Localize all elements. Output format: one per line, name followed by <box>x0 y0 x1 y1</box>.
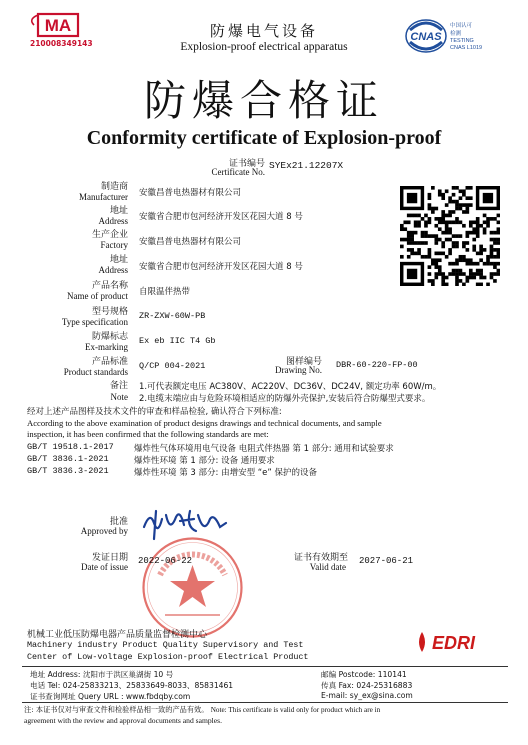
contact-fax: 传真 Fax: 024-25316883 <box>321 681 413 690</box>
drawing-label-en: Drawing No. <box>275 365 322 375</box>
svg-text:EDRI: EDRI <box>432 633 476 653</box>
svg-text:MA: MA <box>44 16 72 35</box>
approved-label-cn: 批准 <box>109 516 128 526</box>
signature <box>140 505 230 541</box>
statement-en-2: inspection, it has been confirmed that the following standards are met: <box>27 429 269 439</box>
standard-code-2: GB/T 3836.1-2021 <box>27 454 109 464</box>
manufacturer-value: 安徽昌普电热器材有限公司 <box>139 188 242 198</box>
product-label-cn: 产品名称 <box>91 280 128 290</box>
footer-note-line <box>24 705 380 715</box>
address1-label-cn: 地址 <box>109 205 128 215</box>
factory-label-cn: 生产企业 <box>91 229 128 239</box>
edri-logo <box>416 628 506 656</box>
manufacturer-label-cn: 制造商 <box>100 181 128 191</box>
standard-name-2: 爆炸性环境 第 1 部分: 设备 通用要求 <box>134 456 275 466</box>
address2-label-cn: 地址 <box>109 254 128 264</box>
footer-note-en-1: Note: This certificate is valid only for product which are in <box>210 706 381 714</box>
qr-code-icon <box>400 186 500 286</box>
statement-cn: 经对上述产品图样及技术文件的审查和样品检验, 确认符合下列标准: <box>27 407 282 417</box>
signature-icon <box>140 505 230 541</box>
header-title-cn: 防爆电气设备 <box>209 22 318 40</box>
issue-label-cn: 发证日期 <box>91 552 128 562</box>
drawing-label-cn: 图样编号 <box>285 356 322 366</box>
valid-label-en: Valid date <box>309 562 346 572</box>
edri-logo-icon <box>416 628 506 656</box>
contact-email[interactable]: E-mail: sy_ex@sina.com <box>321 691 413 700</box>
certificate-title-cn: 防爆合格证 <box>143 76 384 125</box>
exmark-value: Ex eb IIC T4 Gb <box>139 336 216 346</box>
svg-text:检测: 检测 <box>450 31 462 37</box>
standard-code-3: GB/T 3836.3-2021 <box>27 466 109 476</box>
product-label-en: Name of product <box>67 291 128 301</box>
type-value: ZR-ZXW-60W-PB <box>139 311 206 321</box>
manufacturer-label-en: Manufacturer <box>79 192 128 202</box>
issuer-name-en-1: Machinery industry Product Quality Supervisory and Test <box>27 640 304 650</box>
svg-text:CNAS L1019: CNAS L1019 <box>450 45 483 51</box>
approved-label-en: Approved by <box>80 526 128 536</box>
product-value: 自限温伴热带 <box>139 287 191 297</box>
factory-value: 安徽昌普电热器材有限公司 <box>139 237 242 247</box>
cnas-logo <box>404 18 504 56</box>
address2-label-en: Address <box>98 265 128 275</box>
valid-value: 2027-06-21 <box>359 556 414 566</box>
note-line-2: 2.电缆末端应由与危险环境相适应的防爆外壳保护,安装后符合防爆型式要求。 <box>139 394 431 404</box>
issue-label-en: Date of issue <box>81 562 128 572</box>
cma-number: 210008349143 <box>30 39 93 48</box>
contact-bottom-rule <box>22 702 508 703</box>
svg-text:中国认可: 中国认可 <box>450 23 473 29</box>
address2-value: 安徽省合肥市包河经济开发区花园大道 8 号 <box>139 262 303 272</box>
statement-en-1: According to the above examination of product designs drawings and technical documents, and sample <box>27 418 382 428</box>
svg-text:TESTING: TESTING <box>450 38 474 44</box>
address1-label-en: Address <box>98 216 128 226</box>
certificate-no-label-en: Certificate No. <box>211 167 265 177</box>
standard-name-3: 爆炸性环境 第 3 部分: 由增安型 “e” 保护的设备 <box>134 468 318 478</box>
qr-code <box>400 186 500 286</box>
certificate-no-value: SYEx21.12207X <box>269 160 344 171</box>
issuer-name-cn: 机械工业低压防爆电器产品质量监督检测中心 <box>27 630 208 640</box>
footer-note-cn: 注: 本证书仅对与审查文件和检验样品相一致的产品有效。 <box>24 705 209 714</box>
note-label-cn: 备注 <box>109 380 128 390</box>
drawing-value: DBR-60-220-FP-00 <box>336 360 418 370</box>
standards-label-en: Product standards <box>63 367 128 377</box>
seal-star-icon <box>140 535 245 640</box>
address1-value: 安徽省合肥市包河经济开发区花园大道 8 号 <box>139 212 303 222</box>
contact-address: 地址 Address: 沈阳市于洪区巢湖街 10 号 <box>30 670 174 679</box>
header-title-en: Explosion-proof electrical apparatus <box>180 41 348 53</box>
contact-tel: 电话 Tel: 024-25833213、25833649-8033、85831461 <box>30 681 234 690</box>
type-label-cn: 型号规格 <box>91 306 128 316</box>
standards-label-cn: 产品标准 <box>91 356 128 366</box>
note-label-en: Note <box>110 392 128 402</box>
issuer-name-en-2: Center of Low-voltage Explosion-proof Electrical Product <box>27 652 309 662</box>
standards-value: Q/CP 004-2021 <box>139 361 206 371</box>
contact-postcode: 邮编 Postcode: 110141 <box>321 670 407 679</box>
svg-text:CNAS: CNAS <box>410 31 442 43</box>
type-label-en: Type specification <box>61 317 128 327</box>
issue-value: 2022-06-22 <box>138 556 193 566</box>
standard-code-1: GB/T 19518.1-2017 <box>27 442 114 452</box>
exmark-label-cn: 防爆标志 <box>91 331 128 341</box>
note-line-1: 1.可代表额定电压 AC380V、AC220V、DC36V、DC24V, 额定功率 60W/m。 <box>139 382 442 392</box>
certificate-no-label-cn: 证书编号 <box>228 158 265 168</box>
certificate-title-en: Conformity certificate of Explosion-proof <box>86 127 442 149</box>
contact-query-url[interactable]: 证书查询网址 Query URL : www.fbdqby.com <box>30 692 191 701</box>
exmark-label-en: Ex-marking <box>85 342 128 352</box>
contact-top-rule <box>22 666 508 667</box>
footer-note-en-2: agreement with the review and approval documents and samples. <box>24 716 223 725</box>
official-seal <box>140 535 245 640</box>
cnas-logo-icon <box>404 18 504 56</box>
factory-label-en: Factory <box>100 240 128 250</box>
valid-label-cn: 证书有效期至 <box>293 552 348 562</box>
standard-name-1: 爆炸性气体环境用电气设备 电阻式伴热器 第 1 部分: 通用和试验要求 <box>134 444 394 454</box>
